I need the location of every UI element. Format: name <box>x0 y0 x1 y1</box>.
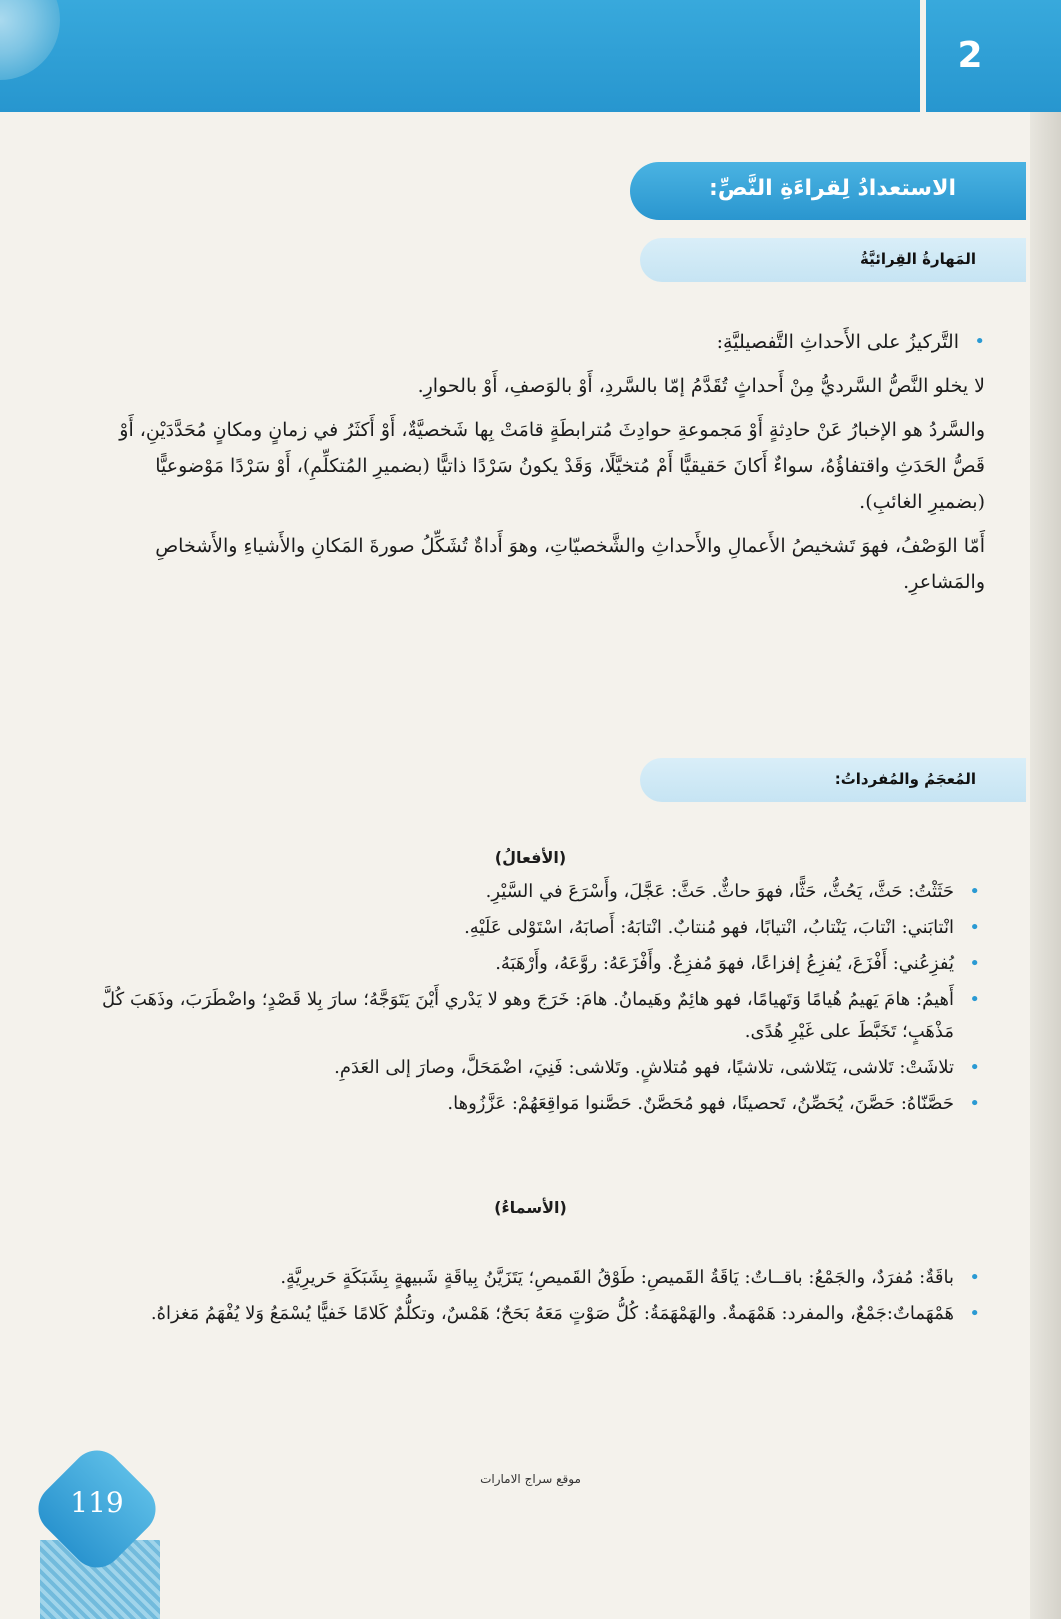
nouns-title: (الأسماءُ) <box>494 1198 567 1217</box>
bullet-icon: • <box>969 917 980 938</box>
banner-divider <box>920 0 926 112</box>
page-number: 119 <box>70 1486 124 1519</box>
list-item: • انْتابَني: انْتابَ، يَنْتابُ، انْتيابًا، فهو مُنتابٌ. انْتابَهُ: أَصابَهُ، اسْتَوْلى عَلَيْهِ. <box>60 912 980 944</box>
vocabulary-heading: المُعجَمُ والمُفرداتُ: <box>640 758 1026 802</box>
bullet-icon: • <box>969 1093 980 1114</box>
paragraph: والسَّردُ هو الإخبارُ عَنْ حادِثةٍ أَوْ مَجموعةِ حوادِثَ مُترابطَةٍ قامَتْ بِها شَخصيَّةٌ، أَوْ أَكثَرُ في زمانٍ ومكانٍ مُحَدَّدَيْنِ، أَوْ قَصُّ الحَدَثِ واقتفاؤُهُ، سواءٌ أَكانَ حَقيقيًّا أَمْ مُتخيَّلًا، وَقَدْ يكونُ سَرْدًا ذاتيًّا (بضميرِ المُتكلِّمِ)، أَوْ سَرْدًا مَوْضوعيًّا (بضميرِ الغائبِ). <box>119 419 985 513</box>
list-item: • تلاشَتْ: تَلاشى، يَتَلاشى، تلاشيًا، فهو مُتلاشٍ. وتَلاشى: فَنِيَ، اضْمَحَلَّ، وصارَ إلى العَدَمِ. <box>60 1052 980 1084</box>
list-item: • باقَةٌ: مُفرَدٌ، والجَمْعُ: باقــاتٌ: يَاقَةُ القَميصِ: طَوْقُ القَميصِ؛ يَتَزَيَّنُ بِياقَةٍ شَبيهةٍ بِشَبَكَةٍ حَريرِيَّةٍ. <box>60 1262 980 1294</box>
paragraph: لا يخلو النَّصُّ السَّرديُّ مِنْ أَحداثٍ تُقَدَّمُ إمّا بالسَّردِ، أَوْ بالوَصفِ، أَوْ بالحوارِ. <box>417 375 985 397</box>
reading-skill-heading: المَهارةُ القِرائيَّةُ <box>640 238 1026 282</box>
reading-skill-body <box>95 324 985 608</box>
list-item: • أَهيمُ: هامَ يَهيمُ هُيامًا وَتَهيامًا، فهو هائِمٌ وهَيمانُ. هامَ: خَرَجَ وهو لا يَدْري أَيْنَ يَتَوَجَّهُ؛ سارَ بِلا قَصْدٍ؛ واضْطَرَبَ، وذَهَبَ كُلَّ مَذْهَبٍ؛ تَخَبَّطَ على غَيْرِ هُدًى. <box>60 984 980 1048</box>
bullet-icon: • <box>969 881 980 902</box>
bullet-icon: • <box>969 953 980 974</box>
bullet-icon: • <box>969 1267 980 1288</box>
footer-site-name: موقع سراج الامارات <box>480 1472 581 1486</box>
list-item: • يُفزِعُني: أَفْزَعَ، يُفزِعُ إفزاعًا، فهوَ مُفزِعٌ. وأَفْزَعَهُ: روَّعَهُ، وأَرْهَبَهُ. <box>60 948 980 980</box>
reading-skill-bullet: • التَّركيزُ على الأَحداثِ التَّفصيليَّةِ: <box>95 324 985 360</box>
bullet-icon: • <box>974 331 985 352</box>
top-banner <box>0 0 1061 112</box>
nouns-list <box>60 1262 980 1334</box>
verbs-title: (الأفعالُ) <box>494 848 567 867</box>
paragraph: أَمّا الوَصْفُ، فهوَ تَشخيصُ الأَعمالِ والأَحداثِ والشَّخصيّاتِ، وهوَ أَداةٌ تُشَكِّلُ صورةَ المَكانِ والأَشياءِ والأَشخاصِ والمَشاعرِ. <box>155 535 985 593</box>
section-title: الاستعدادُ لِقراءَةِ النَّصِّ: <box>630 162 1026 220</box>
list-item: • حَثَثْتُ: حَثَّ، يَحُثُّ، حَثًّا، فهوَ حاثٌّ. حَثَّ: عَجَّلَ، وأَسْرَعَ في السَّيْرِ. <box>60 876 980 908</box>
bullet-icon: • <box>969 989 980 1010</box>
list-item: • حَصَّنّاهُ: حَصَّنَ، يُحَصِّنُ، تَحصينًا، فهو مُحَصَّنٌ. حَصَّنوا مَواقِعَهُمْ: عَزَّزُوها. <box>60 1088 980 1120</box>
verbs-list <box>60 876 980 1124</box>
bullet-icon: • <box>969 1057 980 1078</box>
bullet-icon: • <box>969 1303 980 1324</box>
chapter-number: 2 <box>957 35 983 76</box>
list-item: • هَمْهَماتٌ:جَمْعٌ، والمفرد: هَمْهَمةٌ. والهَمْهَمَةُ: كُلُّ صَوْتٍ مَعَهُ بَحَحٌ؛ هَمْسٌ، وتكلُّمٌ كَلامًا خَفيًّا يُسْمَعُ وَلا يُفْهَمُ مَغزاهُ. <box>60 1298 980 1330</box>
